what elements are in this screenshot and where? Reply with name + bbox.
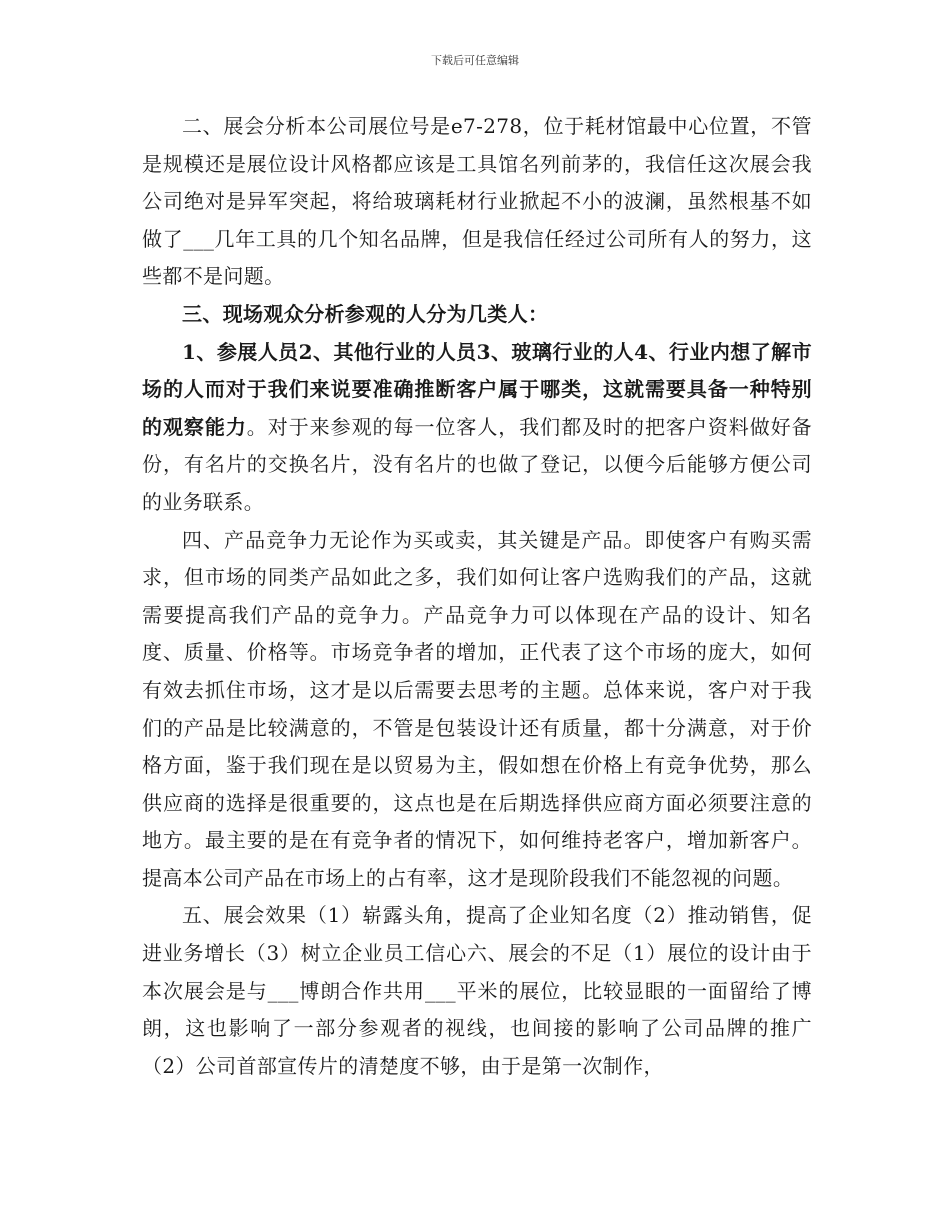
paragraph-exhibition-analysis: 二、展会分析本公司展位号是e7-278，位于耗材馆最中心位置，不管是规模还是展位设计风格都应该是工具馆名列前茅的，我信任这次展会我公司绝对是异军突起，将给玻璃耗材行业掀起不小的波澜，虽然根基不如做了___几年工具的几个知名品牌，但是我信任经过公司所有人的努力，这些都不是问题。 [142,114,812,289]
document-body [142,108,812,1085]
paragraph-exhibition-effects: 五、展会效果（1）崭露头角，提高了企业知名度（2）推动销售，促进业务增长（3）树立企业员工信心六、展会的不足（1）展位的设计由于本次展会是与___博朗合作共用___平米的展位，比较显眼的一面留给了博朗，这也影响了一部分参观者的视线，也间接的影响了公司品牌的推广（2）公司首部宣传片的清楚度不够，由于是第一次制作， [142,903,812,1078]
audience-types-bold-text: 1、参展人员2、其他行业的人员3、玻璃行业的人4、行业内想了解市场的人而对于我们来说要准确推断客户属于哪类，这就需要具备一种特别的观察能力 [142,339,812,439]
paragraph-product-competitiveness: 四、产品竞争力无论作为买或卖，其关键是产品。即使客户有购买需求，但市场的同类产品如此之多，我们如何让客户选购我们的产品，这就需要提高我们产品的竞争力。产品竞争力可以体现在产品的设计、知名度、质量、价格等。市场竞争者的增加，正代表了这个市场的庞大，如何有效去抓住市场，这才是以后需要去思考的主题。总体来说，客户对于我们的产品是比较满意的，不管是包装设计还有质量，都十分满意，对于价格方面，鉴于我们现在是以贸易为主，假如想在价格上有竞争优势，那么供应商的选择是很重要的，这点也是在后期选择供应商方面必须要注意的地方。最主要的是在有竞争者的情况下，如何维持老客户，增加新客户。提高本公司产品在市场上的占有率，这才是现阶段我们不能忽视的问题。 [142,527,812,890]
paragraph-audience-types [142,334,812,522]
paragraph-audience-heading: 三、现场观众分析参观的人分为几类人： [182,301,549,326]
page-header: 下载后可任意编辑 [431,54,519,67]
audience-types-text: 。对于来参观的每一位客人，我们都及时的把客户资料做好备份，有名片的交换名片，没有名片的也做了登记，以便今后能够方便公司的业务联系。 [142,414,813,514]
